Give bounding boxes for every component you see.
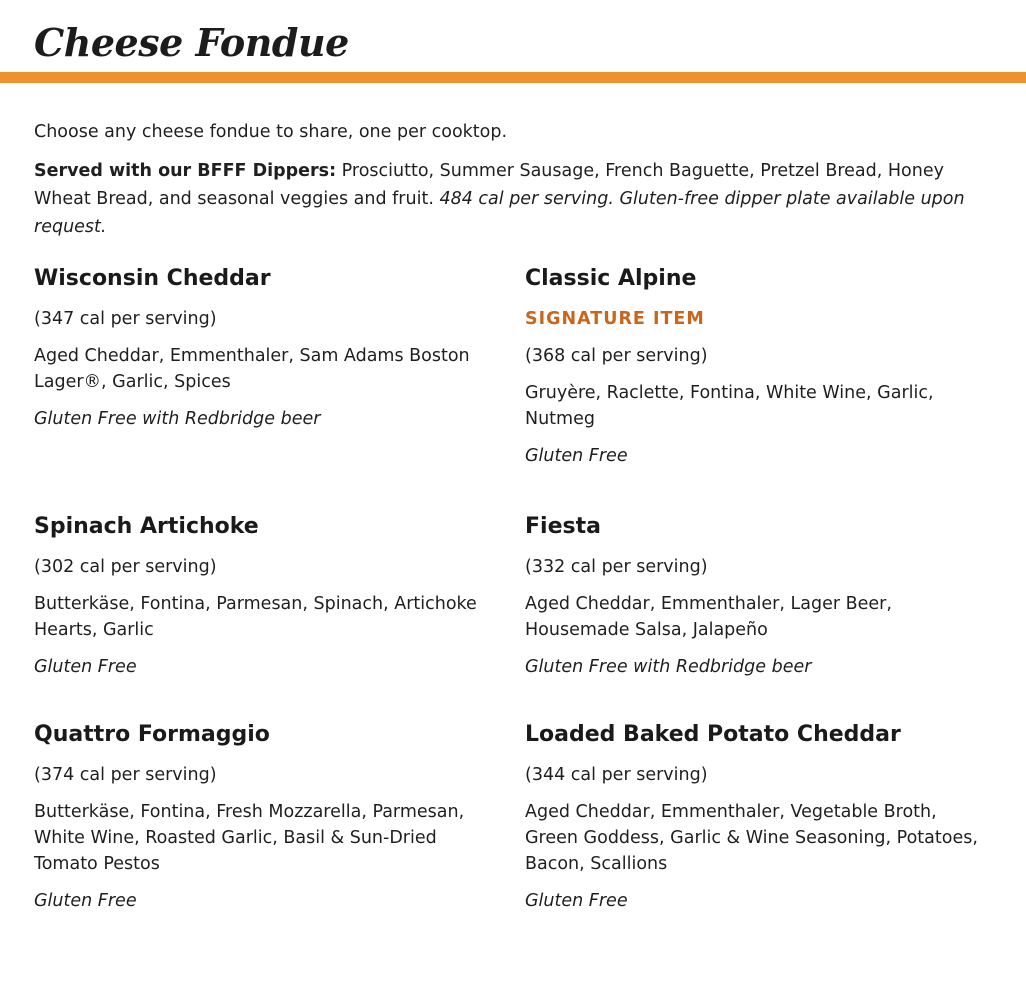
item-calories: (302 cal per serving) (34, 557, 217, 577)
item-calories: (374 cal per serving) (34, 765, 217, 785)
intro-text: Choose any cheese fondue to share, one per cooktop. (34, 122, 508, 142)
menu-item-classic-alpine (525, 265, 995, 480)
item-calories: (347 cal per serving) (34, 309, 217, 329)
item-name: Wisconsin Cheddar (34, 266, 271, 291)
signature-item-badge: SIGNATURE ITEM (525, 309, 705, 329)
item-dietary-note: Gluten Free (34, 657, 137, 677)
menu-item-quattro-formaggio (34, 721, 504, 925)
item-dietary-note: Gluten Free (525, 891, 628, 911)
item-dietary-note: Gluten Free (34, 891, 137, 911)
menu-item-wisconsin-cheddar (34, 265, 504, 443)
dippers-heading: Served with our BFFF Dippers: (34, 161, 337, 181)
item-name: Quattro Formaggio (34, 722, 270, 747)
menu-item-spinach-artichoke (34, 513, 504, 691)
item-ingredients: Butterkäse, Fontina, Parmesan, Spinach, Artichoke Hearts, Garlic (34, 594, 477, 640)
item-name: Loaded Baked Potato Cheddar (525, 722, 901, 747)
item-ingredients: Aged Cheddar, Emmenthaler, Vegetable Broth, Green Goddess, Garlic & Wine Seasoning, Potatoes, Bacon, Scallions (525, 802, 978, 874)
item-dietary-note: Gluten Free with Redbridge beer (34, 409, 321, 429)
item-calories: (332 cal per serving) (525, 557, 708, 577)
item-dietary-note: Gluten Free with Redbridge beer (525, 657, 812, 677)
dippers-paragraph (34, 157, 994, 241)
item-name: Fiesta (525, 514, 601, 539)
item-name: Spinach Artichoke (34, 514, 259, 539)
item-calories: (344 cal per serving) (525, 765, 708, 785)
menu-item-fiesta (525, 513, 995, 691)
item-ingredients: Aged Cheddar, Emmenthaler, Lager Beer, Housemade Salsa, Jalapeño (525, 594, 892, 640)
item-ingredients: Butterkäse, Fontina, Fresh Mozzarella, Parmesan, White Wine, Roasted Garlic, Basil & Sun-Dried Tomato Pestos (34, 802, 465, 874)
item-ingredients: Gruyère, Raclette, Fontina, White Wine, Garlic, Nutmeg (525, 383, 934, 429)
menu-item-loaded-baked-potato-cheddar (525, 721, 995, 925)
item-calories: (368 cal per serving) (525, 346, 708, 366)
item-ingredients: Aged Cheddar, Emmenthaler, Sam Adams Boston Lager®, Garlic, Spices (34, 346, 470, 392)
item-dietary-note: Gluten Free (525, 446, 628, 466)
title-divider (0, 72, 1026, 83)
dippers-note: 484 cal per serving. Gluten-free dipper plate available upon request. (34, 189, 965, 237)
dippers-list: Prosciutto, Summer Sausage, French Baguette, Pretzel Bread, Honey Wheat Bread, and seasonal veggies and fruit. (34, 161, 944, 209)
item-name: Classic Alpine (525, 266, 697, 291)
page-title: Cheese Fondue (34, 20, 349, 65)
